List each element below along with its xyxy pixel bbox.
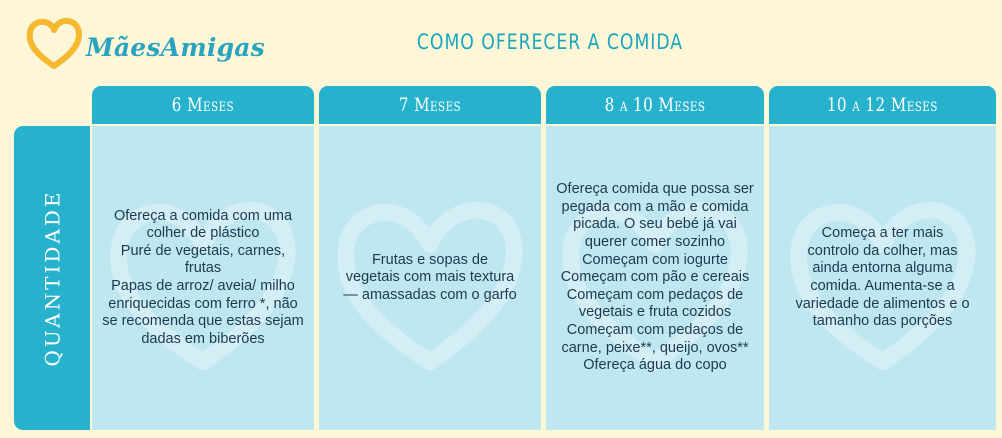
cell-text: [319, 252, 541, 305]
cell-line: Começam com pedaços de carne, peixe**, queijo, ovos**: [561, 321, 749, 356]
cell-text: [546, 181, 764, 375]
column-header-6-meses: [92, 86, 314, 124]
cell-text: [769, 225, 996, 331]
cell-line: Começam com iogurte: [582, 251, 728, 268]
cell-line: Papas de arroz/ aveia/ milho enriquecidas com ferro *, não se recomenda que estas sejam dadas em biberões: [102, 278, 304, 347]
cell-line: Frutas e sopas de vegetais com mais textura — amassadas com o garfo: [343, 251, 517, 303]
column-header-7-meses: [319, 86, 541, 124]
cell-line: Começam com pão e cereais: [560, 269, 750, 286]
cell-line: Começam com pedaços de vegetais e fruta cozidos: [566, 286, 744, 321]
logo: [24, 14, 265, 74]
heart-logo-icon: [24, 14, 84, 74]
cell-line: Começa a ter mais controlo da colher, mas ainda entorna alguma comida. Aumenta-se a variedade de alimentos e o tamanho das porções: [795, 225, 970, 330]
cell-line: Ofereça água do copo: [583, 357, 727, 374]
column-header-label: 8 a 10 Meses: [604, 94, 706, 116]
row-label-quantidade: [14, 126, 90, 430]
cell-line: Puré de vegetais, carnes, frutas: [120, 242, 286, 277]
column-header-label: 6 Meses: [171, 94, 235, 116]
cell-7-meses: [319, 126, 541, 430]
cell-text: [92, 208, 314, 349]
column-header-8-a-10-meses: [546, 86, 764, 124]
cell-line: Ofereça comida que possa ser pegada com a mão e comida picada. O seu bebé já vai querer comer sozinho: [556, 181, 754, 251]
column-header-10-a-12-meses: [769, 86, 996, 124]
cell-6-meses: [92, 126, 314, 430]
cell-line: Ofereça a comida com uma colher de plástico: [113, 207, 293, 242]
row-label-text: QUANTIDADE: [40, 189, 64, 367]
cell-10-a-12-meses: [769, 126, 996, 430]
column-header-label: 7 Meses: [398, 94, 462, 116]
column-header-label: 10 a 12 Meses: [827, 94, 938, 116]
page-title: COMO OFERECER A COMIDA: [416, 30, 684, 54]
cell-8-a-10-meses: [546, 126, 764, 430]
logo-text: MãesAmigas: [86, 32, 265, 62]
